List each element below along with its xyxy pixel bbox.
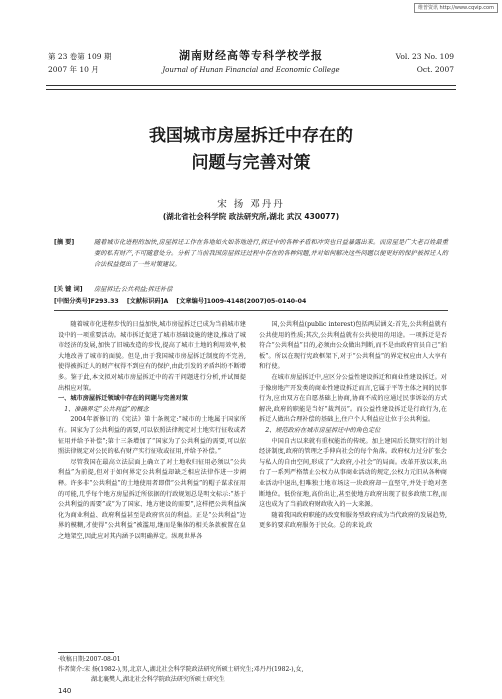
article-title [0,123,502,177]
source-stamp: 维普资讯 http://www.cqvip.com [414,3,498,13]
subsection-heading: 2、规范政府在城市房屋拆迁中的角色定位 [265,426,381,434]
clc-code: [中图分类号]F293.33 [54,298,119,305]
paragraph: 尽管我国在最高立法层面上确立了对土地收归征用必须以“公共利益”为前提,但对于如何界定公共利益却缺乏相应法律作进一步阐释。许多非“公共利益”的土地使用者即借“公共利益”的帽子谋求征用的可能,几乎每个地方房屋拆迁所依据的行政规划总是明文标示:“基于公共利益的需要”或“为了国家、地方建设的需要”,这样把公共利益演化为商业利益、政府利益甚至是政府官员的利益。正是“公共利益”边界的模糊,才使得“公共利益”被滥用,继而是集体的相关条款被置在皇之地架空,因此应对其内涵予以明确界定。纵观世界各 [58,458,246,540]
paragraph: 随着我国政府职能的改变和服务型政府成为当代政府的发展趋势,更多的要求政府服务于民众。总的来说,政 [259,511,447,530]
paragraph: 随着城市化进程步伐的日益加快,城市房屋拆迁已成为当前城市建设中的一项重要活动。城市拆迁促进了城市基础设施的建设,推动了城市经济的发展,加快了旧城改造的步伐,提高了城市土地的利用效率,极大地改善了城市的面貌。但是,由于我国城市房屋拆迁制度的不完善,使得被拆迁人的财产权得不到应有的保护,由此引发的矛盾纠纷不断增多。鉴于此,本文拟对城市房屋拆迁中的若干问题进行分析,并试图提出相应对策。 [58,321,246,392]
date-cn: 2007 年 10 月 [48,65,99,74]
header-center [46,48,456,76]
journal-title-cn: 湖南财经高等专科学校学报 [179,49,323,62]
footnote-divider [58,652,114,653]
volume-cn: 第 23 卷第 109 期 [48,52,112,61]
document-code: [文献标识码]A [126,298,169,305]
keywords-text: 房屋拆迁;公共利益;拆迁补偿 [94,286,173,293]
keywords [54,284,448,295]
header-divider [46,89,456,90]
body-column-left [58,320,246,542]
subsection-heading: 1、准确界定“公共利益”的概念 [64,405,149,413]
section-divider [54,310,448,311]
title-line-2: 问题与完善对策 [191,153,311,173]
keywords-label: [关 键 词] [54,286,83,293]
header-right [396,50,454,76]
journal-header [46,46,456,86]
title-line-1: 我国城市房屋拆迁中存在的 [149,126,353,146]
authors: 宋 扬 邓丹丹 [217,199,285,210]
paragraph: 国,公共利益(public interest)包括两层涵义:首先,公共利益就有公共使用的性质;其次,公共利益就有公共使用的用途。一项拆迁是否符合“公共利益”目的,必须由公众做出判断,而不是由政府官员自己“拍板”。所以在现行宪政框架下,对于“公共利益”的界定权应由人大享有和行使。 [259,321,447,371]
classification-codes [54,296,448,307]
author-bio: 作者简介:宋 扬(1982-),男,北京人,湖北社会科学院政法研究所硕士研究生;邓丹丹(1982-),女, [58,666,304,673]
body-column-right [259,320,447,532]
abstract-text: 随着城市化进程的加快,房屋拆迁工作在各地如火如荼地进行,拆迁中的各种矛盾和冲突也日益暴露出来。而房屋是广大老百姓最重要的私有财产,不可随意处分。分析了当前我国房屋拆迁过程中存在的各种问题,并对如何解决这些问题以便更好的保护被拆迁人的合法权益提出了一些对策建议。 [94,239,448,268]
paragraph: 2004年新修订的《宪法》第十条规定:“城市的土地属于国家所有。国家为了公共利益的需要,可以依照法律规定对土地实行征收或者征用并给予补偿”;第十三条增加了“国家为了公共利益的需要,可以依照法律规定对公民的私有财产实行征收或征用,并给予补偿。” [58,416,246,456]
affiliation: (湖北省社会科学院 政法研究所,湖北 武汉 430077) [162,212,340,221]
paragraph: 在城市房屋拆迁中,应区分公益性建设拆迁和商业性建设拆迁。对于像房地产开发类的商业性建设拆迁而言,它属于平等主体之间的民事行为,应由双方在自愿基础上协商,协商不成的应通过民事诉讼的方式解决,政府的职能是当好“裁判员”。而公益性建设拆迁是行政行为,在拆迁人做出合理补偿的基础上,住户个人利益应让位于公共利益。 [259,373,447,424]
abstract-label: [摘 要] [54,239,75,246]
abstract [54,237,448,270]
journal-title-en: Journal of Hunan Financial and Economic College [162,66,340,74]
article-number: [文章编号]1009-4148(2007)05-0140-04 [176,298,307,305]
author-bio-continued: 湖北襄樊人,湖北社会科学院政法研究所硕士研究生 [91,676,225,683]
received-date: ·收稿日期:2007-08-01 [58,656,121,663]
volume-en: Vol. 23 No. 109 [395,52,454,61]
paragraph: 中国自古以来就有重权能治的传统。加上建国后长期实行的计划经济制度,政府的管理之手伸向社会的每个角落。政府权力过分扩张会与私人的自由空间,形成了“大政府,小社会”的局面。改革开放以来,出台了一系列严格禁止公权力从事商业活动的规定,公权力元旧从各种商业活动中退出,但唯独土地市场这一块政府却一直堅守,并处于绝对垄断地位。低价征地,高价出让,甚至使地方政府出现了很多政绩工程,而这也成为了当前政府财政收入的一大来源。 [259,437,447,509]
page-number: 140 [58,687,72,695]
date-en: Oct. 2007 [416,65,454,74]
section-heading: 一、城市房屋拆迁领域中存在的问题与完善对策 [58,395,188,403]
